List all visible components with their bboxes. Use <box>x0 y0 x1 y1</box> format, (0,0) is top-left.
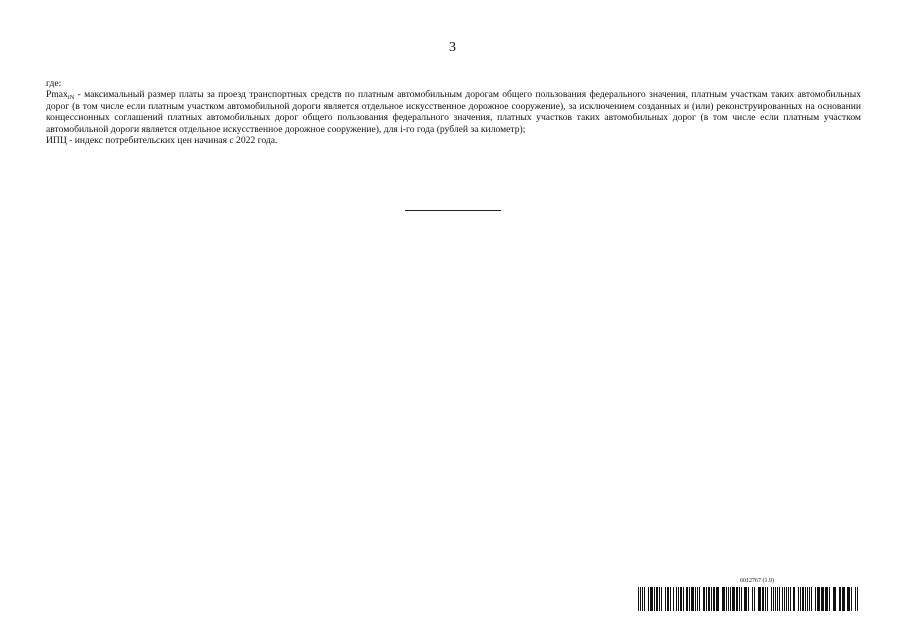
page-number: 3 <box>449 40 456 55</box>
definition-pmax <box>46 89 861 135</box>
barcode-code-text: 6012767 (1.9) <box>740 578 774 584</box>
definition-ipc: ИПЦ - индекс потребительских цен начиная с 2022 года. <box>46 135 278 147</box>
section-divider <box>405 210 501 211</box>
pmax-symbol: Pmax <box>46 89 68 101</box>
pmax-subscript: iN <box>67 94 75 102</box>
pmax-definition-text: - максимальный размер платы за проезд транспортных средств по платным автомобильным дорогам общего пользования федерального значения, платным участкам таких автомобильных дорог (в том числе если платным участком автомобильной дороги является отдельное искусственное дорожное сооружение), за исключением созданных и (или) реконструированных на основании концессионных соглашений платных автомобильных дорог общего пользования федерального значения, платных участков таких автомобильных дорог (в том числе если платным участком автомобильной дороги является отдельное искусственное дорожное сооружение), для i-го года (рублей за километр); <box>46 89 861 135</box>
document-body <box>46 78 861 146</box>
barcode-icon <box>638 587 860 611</box>
definitions-intro: где: <box>46 78 62 89</box>
